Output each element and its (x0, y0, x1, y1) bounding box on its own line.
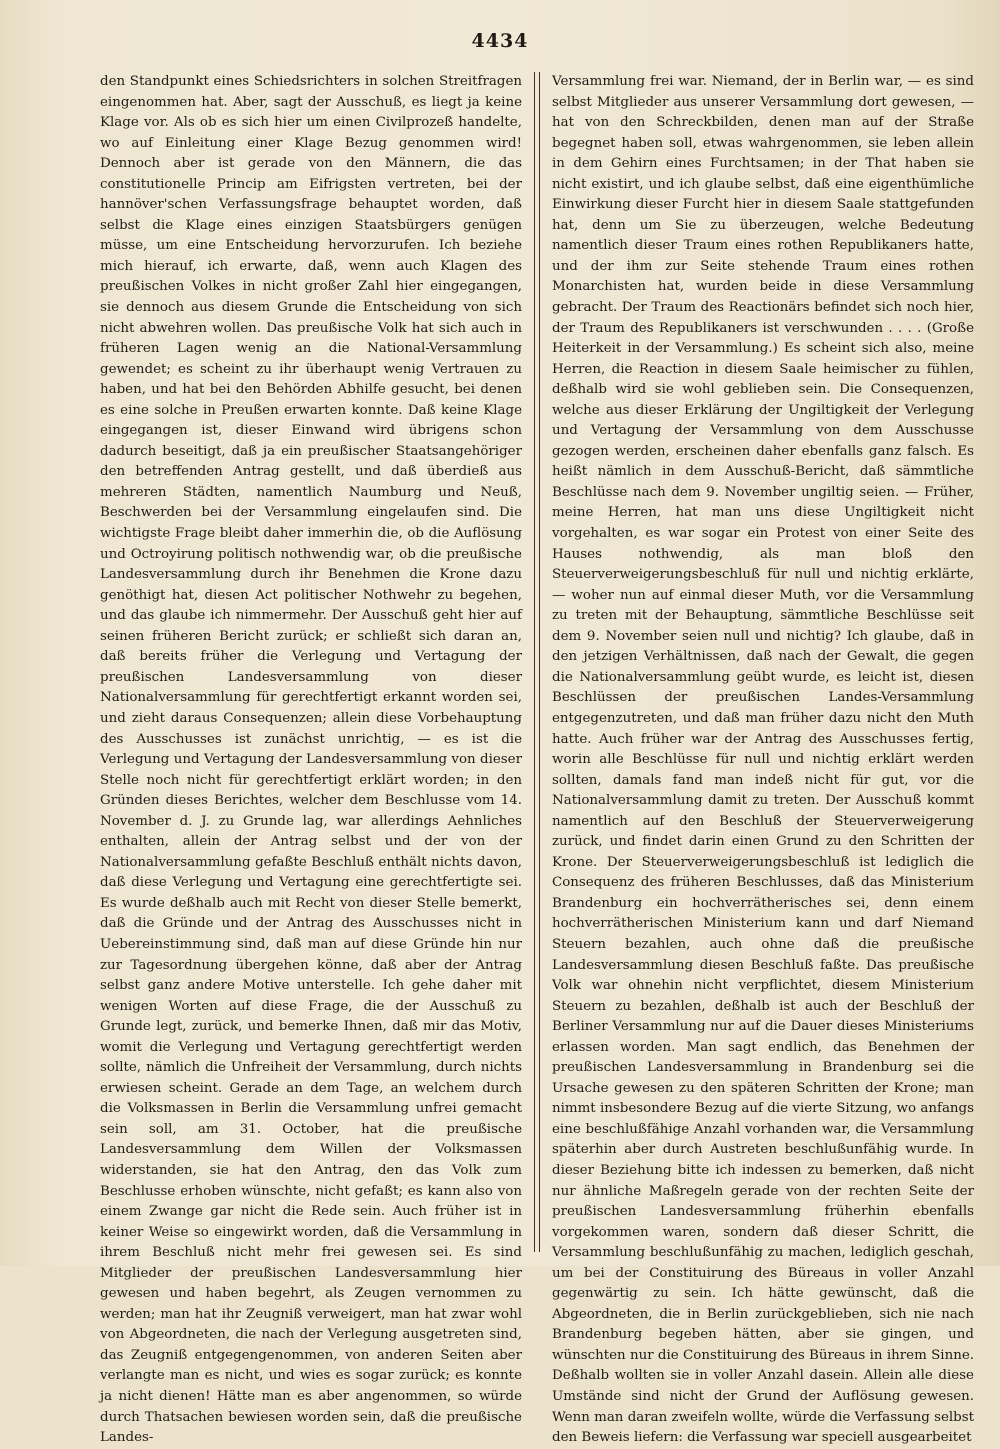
column-text-left: den Standpunkt eines Schiedsrichters in solchen Streitfragen eingenommen hat. Aber, sagt der Ausschuß, es liegt ja keine Klage vor. Als ob es sich hier um einen Civilprozeß handelte, wo auf Einleitung einer Klage Bezug genommen wird! Dennoch aber ist gerade von den Männern, die das constitutionelle Princip am Eifrigsten vertreten, bei der hannöver'schen Verfassungsfrage behauptet worden, daß selbst die Klage eines einzigen Staatsbürgers genügen müsse, um eine Entscheidung hervorzurufen. Ich beziehe mich hierauf, ich erwarte, daß, wenn auch Klagen des preußischen Volkes in nicht großer Zahl hier eingegangen, sie dennoch aus diesem Grunde die Entscheidung von sich nicht abwehren wollen. Das preußische Volk hat sich auch in früheren Lagen wenig an die National-Versammlung gewendet; es scheint zu ihr überhaupt wenig Vertrauen zu haben, und hat bei den Behörden Abhilfe gesucht, bei denen es eine solche in Preußen erwarten konnte. Daß keine Klage eingegangen ist, dieser Einwand wird übrigens schon dadurch beseitigt, daß ja ein preußischer Staatsangehöriger den betreffenden Antrag gestellt, und daß überdieß aus mehreren Städten, namentlich Naumburg und Neuß, Beschwerden bei der Versammlung eingelaufen sind. Die wichtigste Frage bleibt daher immerhin die, ob die Auflösung und Octroyirung politisch nothwendig war, ob die preußische Landesversammlung durch ihr Benehmen die Krone dazu genöthigt hat, diesen Act politischer Nothwehr zu begehen, und das glaube ich nimmermehr. Der Ausschuß geht hier auf seinen früheren Bericht zurück; er schließt sich daran an, daß bereits früher die Verlegung und Vertagung der preußischen Landesversammlung von dieser Nationalversammlung für gerechtfertigt erkannt worden sei, und zieht daraus Consequenzen; allein diese Vorbehauptung des Ausschusses ist zunächst unrichtig, — es ist die Verlegung und Vertagung der Landesversammlung von dieser Stelle noch nicht für gerechtfertigt erklärt worden; in den Gründen dieses Berichtes, welcher dem Beschlusse vom 14. November d. J. zu Grunde lag, war allerdings Aehnliches enthalten, allein der Antrag selbst und der von der Nationalversammlung gefaßte Beschluß enthält nichts davon, daß diese Verlegung und Vertagung eine gerechtfertigte sei. Es wurde deßhalb auch mit Recht von dieser Stelle bemerkt, daß die Gründe und der Antrag des Ausschusses nicht in Uebereinstimmung sind, daß man auf diese Gründe hin nur zur Tagesordnung übergehen könne, daß aber der Antrag selbst ganz andere Motive unterstelle. Ich gehe daher mit wenigen Worten auf diese Frage, die der Ausschuß zu Grunde legt, zurück, und bemerke Ihnen, daß mir das Motiv, womit die Verlegung und Vertagung gerechtfertigt werden sollte, nämlich die Unfreiheit der Versammlung, durch nichts erwiesen scheint. Gerade an dem Tage, an welchem durch die Volksmassen in Berlin die Versammlung unfrei gemacht sein soll, am 31. October, hat die preußische Landesversammlung dem Willen der Volksmassen widerstanden, sie hat den Antrag, den das Volk zum Beschlusse erhoben wünschte, nicht gefaßt; es kann also von einem Zwange gar nicht die Rede sein. Auch früher ist in keiner Weise so eingewirkt worden, daß die Versammlung in ihrem Beschluß nicht mehr frei gewesen sei. Es sind Mitglieder der preußischen Landesversammlung hier gewesen und haben begehrt, als Zeugen vernommen zu werden; man hat ihr Zeugniß verweigert, man hat zwar wohl von Abgeordneten, die nach der Verlegung ausgetreten sind, das Zeugniß entgegengenommen, von anderen Seiten aber verlangte man es nicht, und wies es sogar zurück; es konnte ja nicht dienen! Hätte man es aber angenommen, so würde durch Thatsachen bewiesen worden sein, daß die preußische Landes- (100, 74, 522, 1446)
column-divider (534, 72, 540, 1252)
column-text-right: Versammlung frei war. Niemand, der in Berlin war, — es sind selbst Mitglieder aus unserer Versammlung dort gewesen, — hat von den Schreckbilden, denen man auf der Straße begegnet haben soll, etwas wahrgenommen, sie leben allein in dem Gehirn eines Furchtsamen; in der That haben sie nicht existirt, und ich glaube selbst, daß eine eigenthümliche Einwirkung dieser Furcht hier in diesem Saale stattgefunden hat, denn um Sie zu überzeugen, welche Bedeutung namentlich dieser Traum eines rothen Republikaners hatte, und der ihm zur Seite stehende Traum eines rothen Monarchisten hat, wurden beide in diese Versammlung gebracht. Der Traum des Reactionärs befindet sich noch hier, der Traum des Republikaners ist verschwunden . . . . (Große Heiterkeit in der Versammlung.) Es scheint sich also, meine Herren, die Reaction in diesem Saale heimischer zu fühlen, deßhalb wird sie wohl geblieben sein. Die Consequenzen, welche aus dieser Erklärung der Ungiltigkeit der Verlegung und Vertagung der Versammlung von dem Ausschusse gezogen werden, erscheinen daher ebenfalls ganz falsch. Es heißt nämlich in dem Ausschuß-Bericht, daß sämmtliche Beschlüsse nach dem 9. November ungiltig seien. — Früher, meine Herren, hat man uns diese Ungiltigkeit nicht vorgehalten, es war sogar ein Protest von einer Seite des Hauses nothwendig, als man bloß den Steuerverweigerungsbeschluß für null und nichtig erklärte, — woher nun auf einmal dieser Muth, vor die Versammlung zu treten mit der Behauptung, sämmtliche Beschlüsse seit dem 9. November seien null und nichtig? Ich glaube, daß in den jetzigen Verhältnissen, daß nach der Gewalt, die gegen die Nationalversammlung geübt wurde, es leicht ist, diesen Beschlüssen der preußischen Landes-Versammlung entgegenzutreten, und daß man früher dazu nicht den Muth hatte. Auch früher war der Antrag des Ausschusses fertig, worin alle Beschlüsse für null und nichtig erklärt werden sollten, damals fand man indeß nicht für gut, vor die Nationalversammlung damit zu treten. Der Ausschuß kommt namentlich auf den Beschluß der Steuerverweigerung zurück, und findet darin einen Grund zu den Schritten der Krone. Der Steuerverweigerungsbeschluß ist lediglich die Consequenz des früheren Beschlusses, daß das Ministerium Brandenburg ein hochverrätherisches sei, denn einem hochverrätherischen Ministerium kann und darf Niemand Steuern bezahlen, auch ohne daß die preußische Landesversammlung diesen Beschluß faßte. Das preußische Volk war ohnehin nicht verpflichtet, diesem Ministerium Steuern zu bezahlen, deßhalb ist auch der Beschluß der Berliner Versammlung nur auf die Dauer dieses Ministeriums erlassen worden. Man sagt endlich, das Benehmen der preußischen Landesversammlung in Brandenburg sei die Ursache gewesen zu den späteren Schritten der Krone; man nimmt insbesondere Bezug auf die vierte Sitzung, wo anfangs eine beschlußfähige Anzahl vorhanden war, die Versammlung späterhin aber durch Austreten beschlußunfähig wurde. In dieser Beziehung bitte ich indessen zu bemerken, daß nicht nur ähnliche Maßregeln gerade von der rechten Seite der preußischen Landesversammlung früherhin ebenfalls vorgekommen waren, sondern daß dieser Schritt, die Versammlung beschlußunfähig zu machen, lediglich geschah, um bei der Constituirung des Büreaus in voller Anzahl gegenwärtig zu sein. Ich hätte gewünscht, daß die Abgeordneten, die in Berlin zurückgeblieben, sich nie nach Brandenburg begeben hätten, aber sie gingen, und wünschten nur die Constituirung des Büreaus in ihrem Sinne. Deßhalb wollten sie in voller Anzahl dasein. Allein alle diese Umstände sind nicht der Grund der Auflösung gewesen. Wenn man daran zweifeln wollte, würde die Verfassung selbst den Beweis liefern: die Verfassung war speciell ausgearbeitet (552, 74, 974, 1446)
text-column-right (552, 72, 974, 1446)
page-number: 4434 (471, 30, 529, 52)
text-column-left (100, 72, 522, 1446)
